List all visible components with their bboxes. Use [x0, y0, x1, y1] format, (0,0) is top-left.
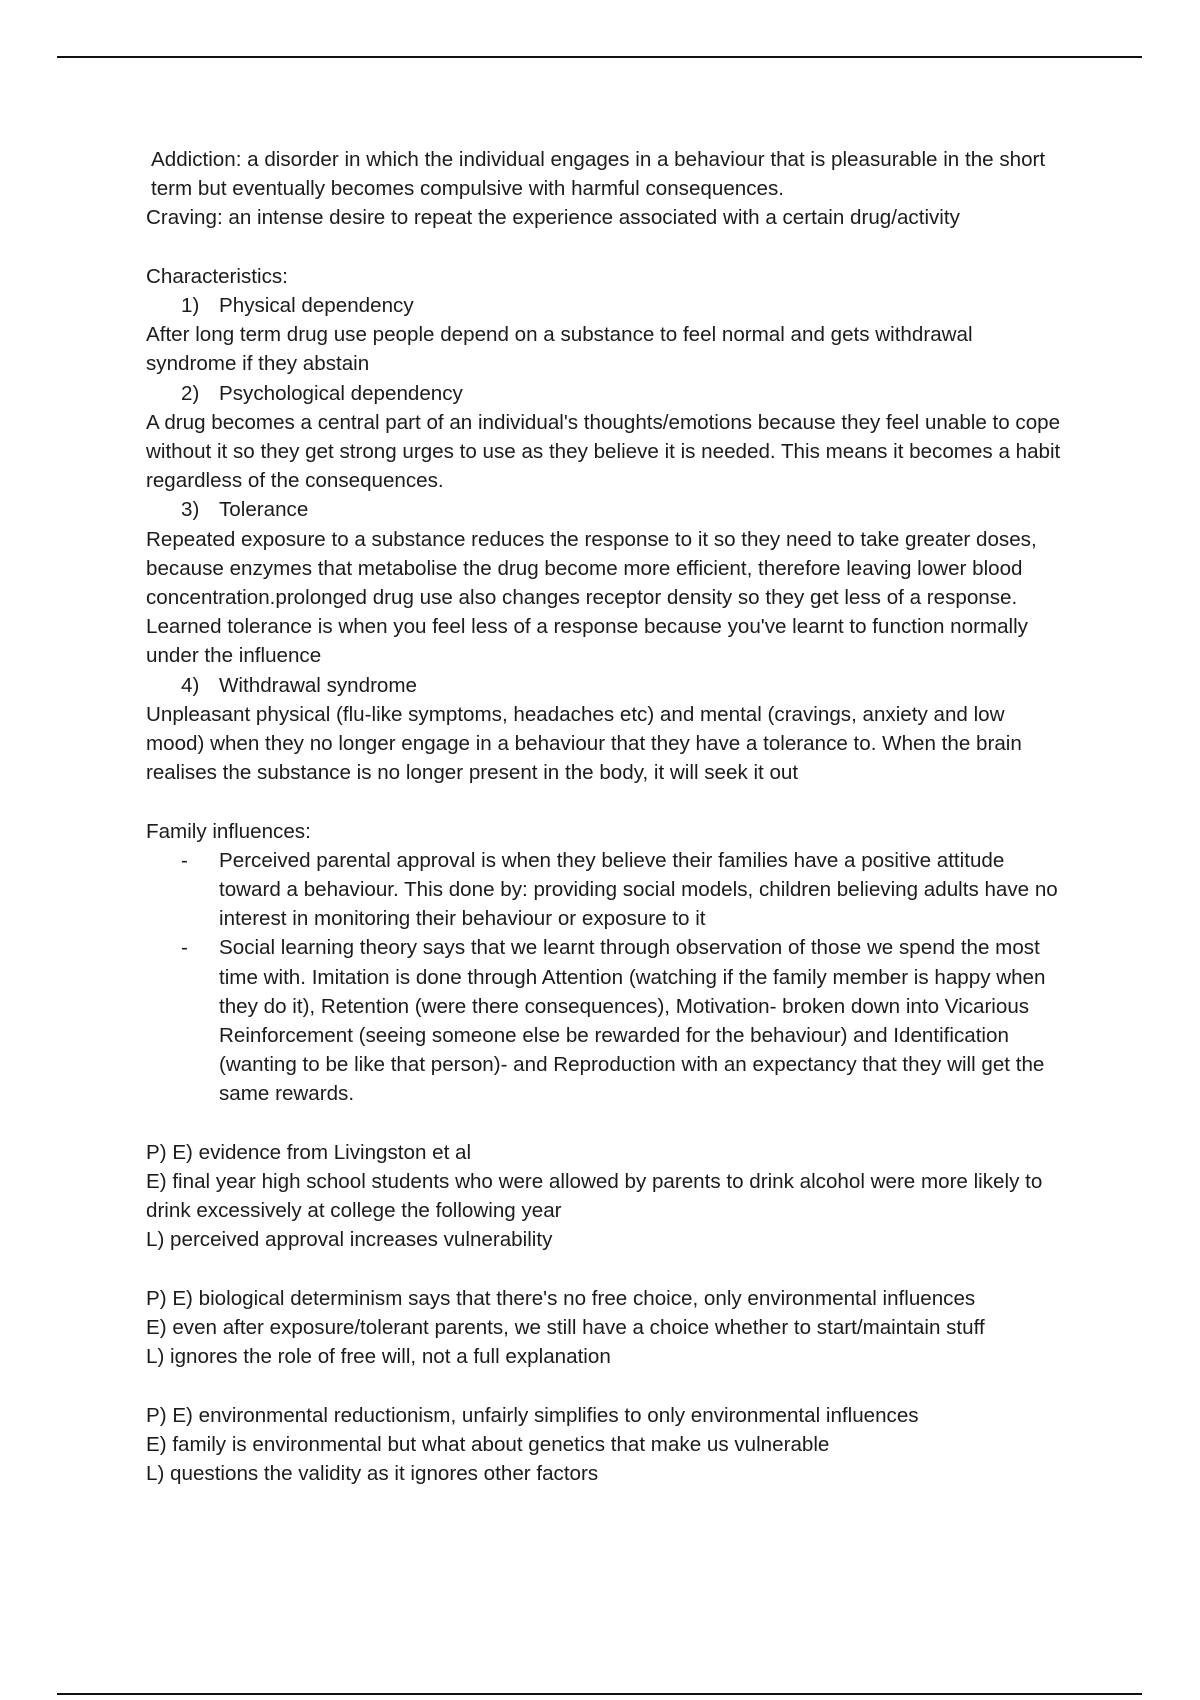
- family-influences-heading: Family influences:: [146, 819, 311, 843]
- list-number: 4): [181, 673, 200, 697]
- family-point-text: Social learning theory says that we learnt through observation of those we spend the most time with. Imitation is done through Attention (watching if the family member is happy when they do it), Retention (were there consequences), Motivation- broken down into Vicarious Reinforcement (seeing someone else be rewarded for the behaviour) and Identification (wanting to be like that person)- and Reproduction with an expectancy that they will get the same rewards.: [219, 936, 1046, 1106]
- characteristic-title: Physical dependency: [219, 294, 414, 317]
- list-number: 1): [181, 294, 200, 317]
- header-rule: [57, 56, 1142, 58]
- family-point: [146, 846, 1066, 934]
- characteristic-description: Unpleasant physical (flu-like symptoms, headaches etc) and mental (cravings, anxiety and low mood) when they no longer engage in a behaviour that they have a tolerance to. When the brain realises the substance is no longer present in the body, it will seek it out: [146, 702, 1022, 785]
- characteristic-description: After long term drug use people depend on a substance to feel normal and gets withdrawal syndrome if they abstain: [146, 323, 973, 376]
- characteristic-description: A drug becomes a central part of an individual's thoughts/emotions because they feel unable to cope without it so they get strong urges to use as they believe it is needed. This means it becomes a habit regardless of the consequences.: [146, 410, 1061, 493]
- characteristic-title: Psychological dependency: [219, 381, 463, 405]
- evaluation-point: P) E) evidence from Livingston et al: [146, 1140, 472, 1164]
- characteristic-title: Withdrawal syndrome: [219, 673, 417, 697]
- spacer: [146, 1255, 1066, 1284]
- evaluation-explain: E) even after exposure/tolerant parents, we still have a choice whether to start/maintain stuff: [146, 1316, 985, 1340]
- evaluation-link: L) ignores the role of free will, not a full explanation: [146, 1345, 611, 1369]
- list-number: 3): [181, 498, 200, 522]
- family-point-text: Perceived parental approval is when they believe their families have a positive attitude toward a behaviour. This done by: providing social models, children believing adults have no interest in monitoring their behaviour or exposure to it: [219, 848, 1058, 931]
- spacer: [146, 787, 1066, 816]
- footer-rule: [57, 1693, 1142, 1695]
- evaluation-point: P) E) environmental reductionism, unfairly simplifies to only environmental influences: [146, 1403, 919, 1427]
- characteristic-title: Tolerance: [219, 498, 309, 522]
- characteristic-description: Repeated exposure to a substance reduces the response to it so they need to take greater doses, because enzymes that metabolise the drug become more efficient, therefore leaving lower blood concentration.prolonged drug use also changes receptor density so they get less of a response. Learned tolerance is when you feel less of a response because you've learnt to function normally under the influence: [146, 527, 1037, 668]
- spacer: [146, 1109, 1066, 1138]
- characteristic-item-title: [146, 495, 1066, 524]
- dash-bullet: -: [181, 936, 188, 960]
- evaluation-point: P) E) biological determinism says that there's no free choice, only environmental influences: [146, 1286, 976, 1310]
- document-body: [146, 145, 1066, 1488]
- characteristic-item-title: [146, 379, 1066, 408]
- list-number: 2): [181, 381, 200, 405]
- characteristic-item-title: [146, 671, 1066, 700]
- evaluation-explain: E) family is environmental but what about genetics that make us vulnerable: [146, 1432, 830, 1456]
- characteristics-heading: Characteristics:: [146, 264, 288, 288]
- spacer: [146, 233, 1066, 262]
- evaluation-link: L) questions the validity as it ignores other factors: [146, 1462, 599, 1486]
- evaluation-link: L) perceived approval increases vulnerability: [146, 1228, 553, 1252]
- addiction-definition: Addiction: a disorder in which the individual engages in a behaviour that is pleasurable in the short term but eventually becomes compulsive with harmful consequences.: [151, 148, 1046, 201]
- family-point: [146, 933, 1066, 1108]
- dash-bullet: -: [181, 848, 188, 872]
- characteristic-item-title: [146, 291, 1066, 320]
- spacer: [146, 1371, 1066, 1400]
- craving-definition: Craving: an intense desire to repeat the experience associated with a certain drug/activity: [146, 206, 960, 230]
- evaluation-explain: E) final year high school students who were allowed by parents to drink alcohol were more likely to drink excessively at college the following year: [146, 1170, 1043, 1223]
